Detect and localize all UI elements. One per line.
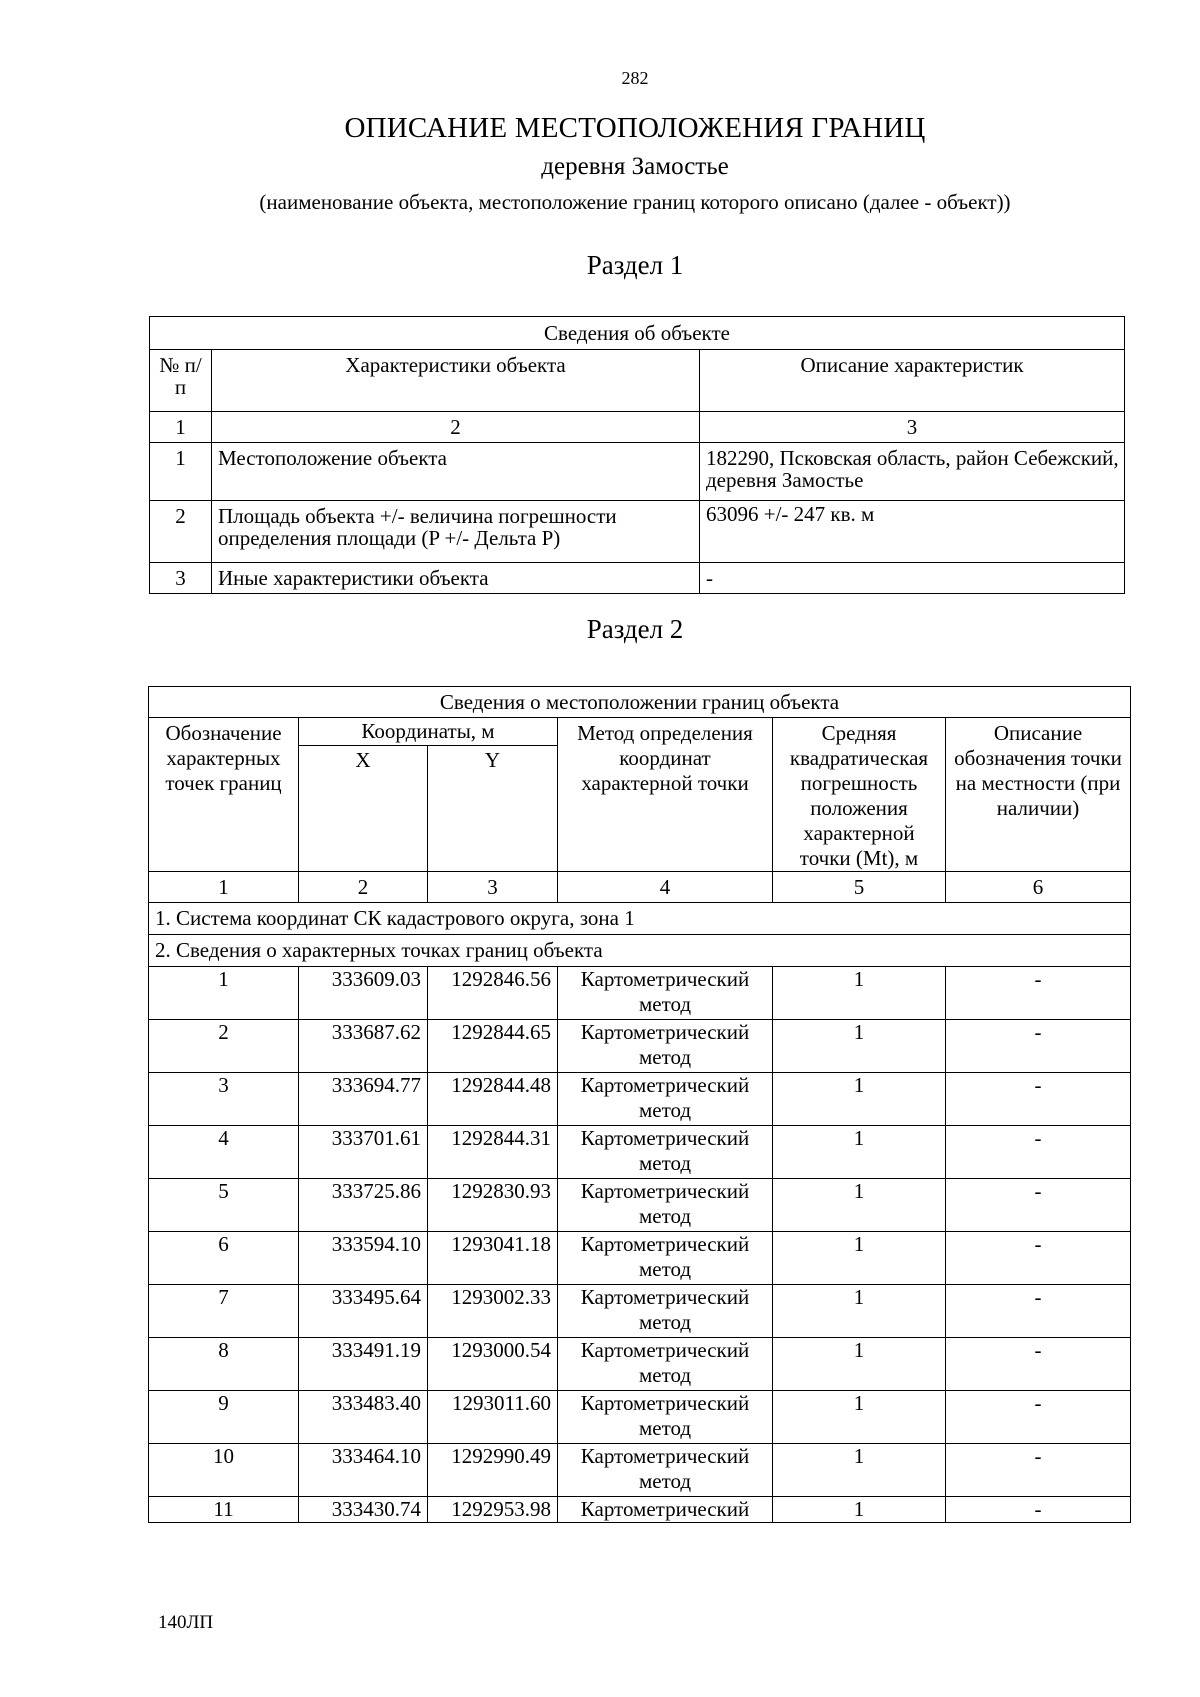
table-row (149, 1285, 1131, 1338)
points-heading: 2. Сведения о характерных точках границ объекта (149, 935, 1131, 967)
point-mt: 1 (773, 1179, 946, 1232)
point-desc: - (946, 1073, 1131, 1126)
boundary-points-table (148, 686, 1131, 1523)
header-number: № п/п (150, 350, 212, 412)
header-description: Описание характеристик (700, 350, 1125, 412)
points-heading-row (149, 935, 1131, 967)
point-mt: 1 (773, 1391, 946, 1444)
point-number: 8 (149, 1338, 299, 1391)
point-number: 11 (149, 1497, 299, 1523)
document-title: ОПИСАНИЕ МЕСТОПОЛОЖЕНИЯ ГРАНИЦ (344, 112, 926, 144)
point-mt: 1 (773, 1073, 946, 1126)
row-name: Площадь объекта +/- величина погрешности определения площади (P +/- Дельта P) (212, 501, 700, 563)
col-number: 2 (299, 872, 428, 903)
point-number: 4 (149, 1126, 299, 1179)
point-x: 333701.61 (299, 1126, 428, 1179)
table-title-row (150, 317, 1125, 350)
point-y: 1293000.54 (428, 1338, 558, 1391)
table-title-row (149, 687, 1131, 718)
point-mt: 1 (773, 1285, 946, 1338)
document-subtitle: деревня Замостье (541, 153, 729, 180)
table-row (149, 1073, 1131, 1126)
footer-code: 140ЛП (158, 1612, 214, 1633)
table-row (150, 563, 1125, 594)
col-number: 3 (428, 872, 558, 903)
point-x: 333483.40 (299, 1391, 428, 1444)
section-2-heading: Раздел 2 (586, 614, 684, 644)
point-number: 5 (149, 1179, 299, 1232)
point-mt: 1 (773, 1232, 946, 1285)
point-y: 1292846.56 (428, 967, 558, 1020)
point-method: Картометрический метод (558, 1179, 773, 1232)
point-desc: - (946, 1020, 1131, 1073)
point-y: 1292844.31 (428, 1126, 558, 1179)
boundary-table-title: Сведения о местоположении границ объекта (149, 687, 1131, 718)
point-mt: 1 (773, 967, 946, 1020)
point-y: 1292844.48 (428, 1073, 558, 1126)
section-1-heading: Раздел 1 (586, 250, 684, 280)
point-x: 333687.62 (299, 1020, 428, 1073)
point-mt: 1 (773, 1020, 946, 1073)
point-method: Картометрический метод (558, 1391, 773, 1444)
point-mt: 1 (773, 1338, 946, 1391)
object-info-table (149, 316, 1125, 594)
point-method: Картометрический метод (558, 1338, 773, 1391)
point-method: Картометрический метод (558, 1444, 773, 1497)
header-point: Обозначение характерных точек границ (149, 718, 299, 872)
point-x: 333609.03 (299, 967, 428, 1020)
point-method: Картометрический (558, 1497, 773, 1523)
row-value: - (700, 563, 1125, 594)
page-number: 282 (621, 68, 649, 88)
point-desc: - (946, 1391, 1131, 1444)
point-x: 333495.64 (299, 1285, 428, 1338)
point-desc: - (946, 1179, 1131, 1232)
point-number: 1 (149, 967, 299, 1020)
table-row (150, 501, 1125, 563)
point-x: 333594.10 (299, 1232, 428, 1285)
col-number: 3 (700, 412, 1125, 443)
row-name: Местоположение объекта (212, 443, 700, 501)
column-number-row (150, 412, 1125, 443)
system-row (149, 903, 1131, 935)
row-value: 63096 +/- 247 кв. м (700, 501, 1125, 563)
point-desc: - (946, 1232, 1131, 1285)
point-number: 10 (149, 1444, 299, 1497)
point-desc: - (946, 1338, 1131, 1391)
header-row (149, 718, 1131, 746)
point-method: Картометрический метод (558, 1073, 773, 1126)
point-x: 333725.86 (299, 1179, 428, 1232)
col-number: 5 (773, 872, 946, 903)
point-method: Картометрический метод (558, 1020, 773, 1073)
point-method: Картометрический метод (558, 1285, 773, 1338)
point-y: 1293002.33 (428, 1285, 558, 1338)
point-y: 1292830.93 (428, 1179, 558, 1232)
table-row (149, 1338, 1131, 1391)
table-row (149, 1391, 1131, 1444)
point-desc: - (946, 1497, 1131, 1523)
table-row (149, 1497, 1131, 1523)
col-number: 4 (558, 872, 773, 903)
row-number: 2 (150, 501, 212, 563)
point-mt: 1 (773, 1497, 946, 1523)
table-row (149, 1020, 1131, 1073)
point-y: 1292990.49 (428, 1444, 558, 1497)
header-x: X (299, 746, 428, 872)
point-method: Картометрический метод (558, 967, 773, 1020)
header-row (150, 350, 1125, 412)
table-row (149, 1126, 1131, 1179)
table-row (149, 1179, 1131, 1232)
header-coords: Координаты, м (299, 718, 558, 746)
table-row (149, 1232, 1131, 1285)
point-desc: - (946, 1126, 1131, 1179)
header-desc: Описание обозначения точки на местности (при наличии) (946, 718, 1131, 872)
point-mt: 1 (773, 1444, 946, 1497)
point-number: 3 (149, 1073, 299, 1126)
point-x: 333464.10 (299, 1444, 428, 1497)
header-characteristics: Характеристики объекта (212, 350, 700, 412)
column-number-row (149, 872, 1131, 903)
point-number: 2 (149, 1020, 299, 1073)
row-number: 1 (150, 443, 212, 501)
point-number: 7 (149, 1285, 299, 1338)
col-number: 6 (946, 872, 1131, 903)
object-info-title: Сведения об объекте (150, 317, 1125, 350)
point-y: 1292844.65 (428, 1020, 558, 1073)
document-note: (наименование объекта, местоположение границ которого описано (далее - объект)) (259, 190, 1011, 214)
header-y: Y (428, 746, 558, 872)
coordinate-system: 1. Система координат СК кадастрового округа, зона 1 (149, 903, 1131, 935)
point-mt: 1 (773, 1126, 946, 1179)
table-row (149, 967, 1131, 1020)
point-y: 1292953.98 (428, 1497, 558, 1523)
table-row (149, 1444, 1131, 1497)
point-x: 333430.74 (299, 1497, 428, 1523)
header-error: Средняя квадратическая погрешность положения характерной точки (Mt), м (773, 718, 946, 872)
point-x: 333491.19 (299, 1338, 428, 1391)
point-desc: - (946, 1285, 1131, 1338)
point-x: 333694.77 (299, 1073, 428, 1126)
point-method: Картометрический метод (558, 1232, 773, 1285)
row-value: 182290, Псковская область, район Себежский, деревня Замостье (700, 443, 1125, 501)
col-number: 2 (212, 412, 700, 443)
point-y: 1293041.18 (428, 1232, 558, 1285)
point-method: Картометрический метод (558, 1126, 773, 1179)
point-desc: - (946, 1444, 1131, 1497)
point-y: 1293011.60 (428, 1391, 558, 1444)
point-desc: - (946, 967, 1131, 1020)
table-row (150, 443, 1125, 501)
col-number: 1 (149, 872, 299, 903)
row-number: 3 (150, 563, 212, 594)
header-method: Метод определения координат характерной точки (558, 718, 773, 872)
point-number: 9 (149, 1391, 299, 1444)
row-name: Иные характеристики объекта (212, 563, 700, 594)
point-number: 6 (149, 1232, 299, 1285)
col-number: 1 (150, 412, 212, 443)
